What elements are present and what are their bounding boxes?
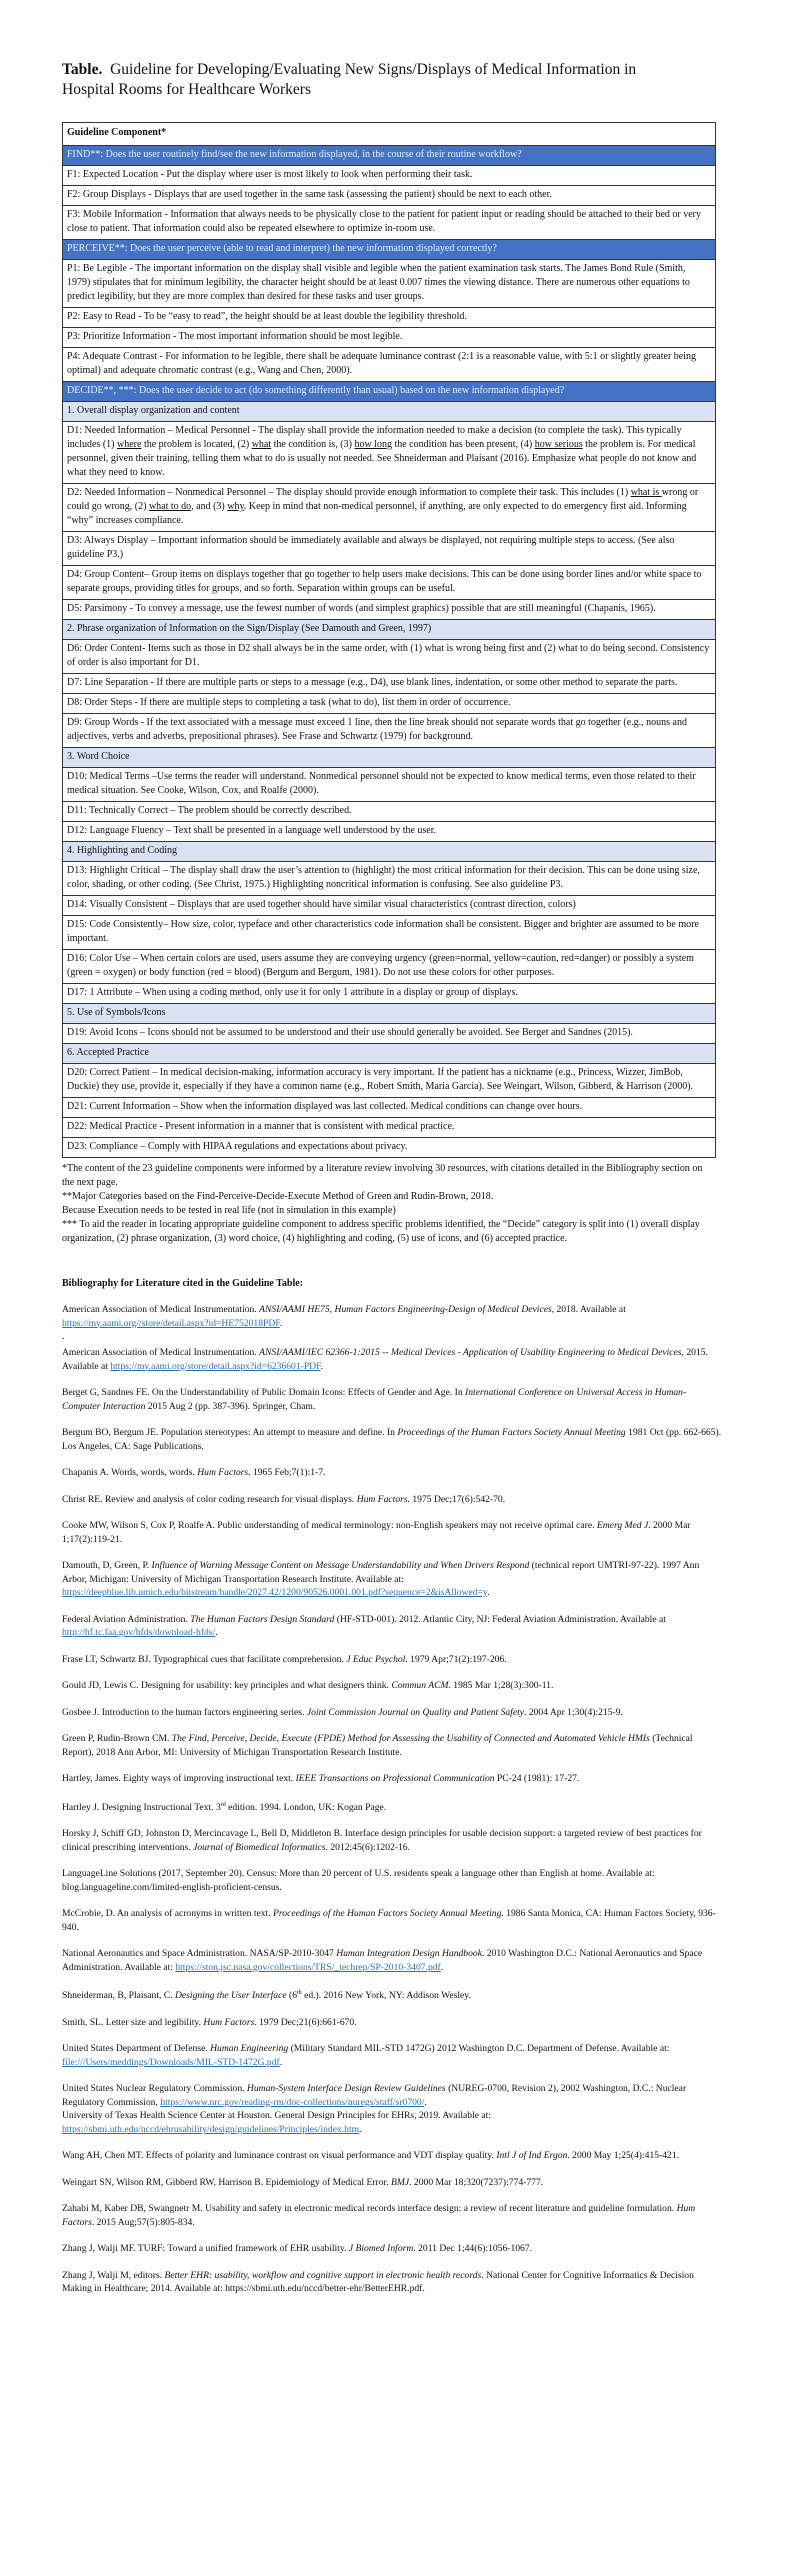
decide-subsection [63,1004,716,1024]
citation-text: LanguageLine Solutions (2017, September 20). Census: More than 20 percent of U.S. residents speak a language other than English at home. Available at: blog.languageline.com/limited-english-proficient-census. [62,1868,655,1893]
bibliography-entry [62,1493,722,1507]
guideline-row [63,422,716,484]
citation-text: United States Nuclear Regulatory Commission. [62,2083,247,2095]
guideline-text: . Keep in mind that non-medical personnel, if anything, are only expected to do emergency first aid. Informing “why” increases compliance. [67,501,687,526]
guideline-row [63,802,716,822]
decide-subsection [63,748,716,768]
citation-text: American Association of Medical Instrumentation. [62,1347,260,1358]
footnote: *** To aid the reader in locating appropriate guideline component to address specific problems identified, the “Decide” category is split into (1) overall display organization, (2) phrase organization, (3) word choice, (4) highlighting and coding, (5) use of icons, and (6) accepted practice. [62,1219,700,1244]
guideline-row [63,186,716,206]
guideline-row-cell [63,674,716,694]
guideline-text: D2: Needed Information – Nonmedical Personnel – The display should provide enough information to complete their task. This includes (1) [67,487,631,498]
guideline-text: D16: Color Use – When certain colors are used, users assume they are conveying urgency (green=normal, yellow=caution, red=danger) or possibly a system (green = oxygen) or body function (red = blood) (Bergum and Bergum, 1981). Do not use these colors for other purposes. [67,953,694,978]
citation-title: Commun ACM [391,1680,449,1691]
citation-text: Federal Aviation Administration. [62,1613,191,1625]
citation-link[interactable]: https://sbmi.uth.edu/nccd/ehrusability/design/guidelines/Principles/index.htm [62,2123,360,2135]
citation-text: . [215,1627,218,1638]
guideline-text: the condition has been present, (4) [391,439,535,450]
bibliography-entry [62,2269,722,2296]
bibliography-entry [62,1466,722,1480]
citation-text: . [279,1317,283,1329]
guideline-text: D1: Needed Information – Medical Personnel - The display shall provide the information needed to make a decision (to complete the task). This typically includes (1) [67,425,682,450]
citation-text: . 2000 Mar 1;17(2):119-21. [62,1520,691,1545]
bibliography-entry [62,2109,722,2136]
citation-title: Journal of Biomedical Informatics [193,1841,326,1853]
bibliography-entry [62,2242,722,2256]
citation-title: ANSI/AAMI HE75, Human Factors Engineering-Design of Medical Devices [259,1304,552,1315]
citation-text: Hartley, James. Eighty ways of improving instructional text. [62,1773,296,1784]
citation-text: Zahabi M, Kaber DB, Swangnetr M. Usability and safety in electronic medical records interface design: a review of recent literature and guideline formulation. [62,2203,677,2215]
guideline-text: D22: Medical Practice - Present information in a manner that is consistent with medical practice. [67,1121,455,1132]
citation-title: BMJ [391,2176,410,2188]
decide-subsection-cell: 2. Phrase organization of Information on the Sign/Display (See Damouth and Green, 1997) [63,620,716,640]
guideline-row-cell [63,532,716,566]
citation-text: PC-24 (1981): 17-27. [494,1773,580,1784]
guideline-row [63,484,716,532]
citation-title: International Conference on Universal Access in Human-Computer Interaction [62,1387,687,1412]
guideline-row-cell: P1: Be Legible - The important information on the display shall visible and legible when the patient examination task starts. The James Bond Rule (Smith, 1979) stipulates that for minimum legibility, the character height should be at least 0.007 times the viewing distance. There are numerous other equations to predict legibility, but they are more complex than desired for these tasks and user groups. [63,260,716,308]
citation-text: (6 [286,1990,298,2002]
guideline-row-cell: P4: Adequate Contrast - For information to be legible, there shall be adequate luminance contrast (2:1 is a reasonable value, with 5:1 or slightly greater being optimal) and adequate chromatic contrast (e.g., Wang and Chen, 2000). [63,348,716,382]
guideline-text: D8: Order Steps - If there are multiple steps to completing a task (what to do), list them in order of occurrence. [67,697,511,708]
citation-text: . 2000 May 1;25(4):415-421. [567,2150,680,2162]
guideline-row [63,984,716,1004]
guideline-row [63,1138,716,1158]
citation-text: (NUREG-0700, Revision 2), 2002 Washington, D.C.: Nuclear Regulatory Commission, [62,2083,687,2108]
bibliography-entry [62,2016,722,2030]
citation-text: Berget G, Sandnes FE. On the Understandability of Public Domain Icons: Effects of Gender and Age. In [62,1387,466,1398]
underlined-term: what to do [148,501,192,512]
citation-text: (Military Standard MIL-STD 1472G) 2012 Washington D.C. Department of Defense. Available at: [288,2043,670,2055]
guideline-text: D15: Code Consistently– How size, color, typeface and other characteristics code information shall be consistent. Bigger and brighter are assumed to be more important. [67,919,699,944]
decide-subsection [63,620,716,640]
citation-title: Designing the User Interface [174,1990,287,2002]
citation-text: . 2000 Mar 18;320(7237):774-777. [409,2176,544,2188]
citation-text: Gould JD, Lewis C. Designing for usability: key principles and what designers think. [62,1680,392,1691]
citation-text: ed.). 2016 New York, NY: Addison Wesley. [301,1990,471,2002]
citation-text: , 2015. Available at [62,1347,708,1372]
decide-subsection-cell: 3. Word Choice [63,748,716,768]
guideline-row-cell [63,1138,716,1158]
guideline-row [63,822,716,842]
citation-text: . [424,2096,427,2108]
guideline-text: D4: Group Content– Group items on displays together that go together to help users make decisions. This can be done using border lines and/or white space to separate groups, providing titles for groups, and so forth. Separation within groups can be useful. [67,569,702,594]
guideline-row [63,896,716,916]
citation-link[interactable]: http://hf.tc.faa.gov/hfds/download-hfds/ [62,1627,216,1638]
bibliography-entry [62,1386,722,1413]
bibliography-entry [62,1867,722,1894]
citation-text: Hartley J. Designing Instructional Text. 3 [62,1801,221,1813]
category-perceive-cell: PERCEIVE**: Does the user perceive (able to read and interpret) the new information displayed correctly? [63,240,716,260]
guideline-text: D6: Order Content- Items such as those in D2 shall always be in the same order, with (1) what is wrong being first and (2) what to do being second. Consistency of order is also important for D1. [67,643,710,668]
table-title-label: Table. [62,61,103,78]
citation-text: Christ RE. Review and analysis of color coding research for visual displays. [62,1493,357,1505]
citation-title: Hum Factors [203,2016,255,2028]
guideline-row-cell: P2: Easy to Read - To be “easy to read”, the height should be at least double the legibility threshold. [63,308,716,328]
citation-text: United States Department of Defense. [62,2043,211,2055]
citation-text: 2015 Aug 2 (pp. 387-396). Springer, Cham. [145,1400,316,1412]
bibliography-entry [62,1303,722,1330]
decide-subsection-cell: 6. Accepted Practice [63,1044,716,1064]
guideline-row-cell: F1: Expected Location - Put the display where user is most likely to look when performing their task. [63,166,716,186]
footnote: **Major Categories based on the Find-Perceive-Decide-Execute Method of Green and Rudin-Brown, 2018. [62,1191,494,1202]
guideline-row [63,1118,716,1138]
bibliography-entry [62,1772,722,1786]
underlined-term: what [251,439,272,450]
guideline-row [63,768,716,802]
guideline-row [63,950,716,984]
citation-text: . 2010 Washington D.C.: National Aeronautics and Space Administration. Available at: [62,1948,703,1973]
bibliography-entry [62,2202,722,2229]
citation-text: . 2011 Dec 1;44(6):1056-1067. [413,2243,533,2255]
citation-text: Shneiderman, B, Plaisant, C. [62,1990,175,2002]
guideline-row [63,166,716,186]
citation-title: Hum Factors. [356,1493,410,1505]
underlined-term: how serious [534,439,583,450]
guideline-text: D3: Always Display – Important information should be immediately available and always be displayed, not requiring multiple steps to access. (See also guideline P3.) [67,535,675,560]
decide-subsection-cell: 5. Use of Symbols/Icons [63,1004,716,1024]
decide-subsection [63,842,716,862]
bibliography-entry [62,1799,722,1815]
superscript: th [297,1990,302,1997]
citation-link[interactable]: file:///Users/meddings/Downloads/MIL-STD-1472G.pdf [62,2056,280,2068]
footnote: Because Execution needs to be tested in real life (not in simulation in this example) [62,1205,396,1216]
citation-title: Intl J of Ind Ergon [496,2150,568,2162]
citation-text: 1975 Dec;17(6):542-70. [409,1493,506,1505]
guideline-row [63,308,716,328]
bibliography-entry [62,1732,722,1759]
citation-text: University of Texas Health Science Center at Houston. General Design Principles for EHRs, 2019. Available at: [62,2110,491,2122]
citation-title: Human-System Interface Design Review Guidelines [246,2083,446,2095]
guideline-row-cell [63,1098,716,1118]
guideline-row-cell [63,600,716,620]
bibliography-entry [62,1346,722,1373]
citation-text: . 1979 Dec;21(6):661-670. [254,2016,357,2028]
guideline-row-cell: F2: Group Displays - Displays that are used together in the same task (assessing the patient) should be next to each other. [63,186,716,206]
citation-text: Damouth, D, Green, P. [62,1560,152,1571]
guideline-text: D21: Current Information – Show when the information displayed was last collected. Medical conditions can change over hours. [67,1101,583,1112]
citation-text: Frase LT, Schwartz BJ. Typographical cues that facilitate comprehension. [62,1653,347,1665]
guideline-row [63,1064,716,1098]
underlined-term: how long [354,439,392,450]
citation-text: . 1979 Apr;71(2):197-206. [405,1653,507,1665]
table-header-cell: Guideline Component* [63,123,716,146]
citation-title: Proceedings of the Human Factors Society Annual Meeting [273,1908,502,1920]
citation-title: Joint Commission Journal on Quality and Patient Safety [306,1706,525,1718]
guideline-text: D5: Parsimony - To convey a message, use the fewest number of words (and simplest graphics) possible that are still meaningful (Chapanis, 1965). [67,603,656,614]
citation-text: . 2004 Apr 1;30(4):215-9. [524,1706,623,1718]
guideline-row-cell [63,694,716,714]
guideline-row [63,694,716,714]
guideline-row [63,600,716,620]
citation-text: Horsky J, Schiff GD, Johnston D, Mercincavage L, Bell D, Middleton B. Interface design principles for usable decision support: a targeted review of best practices for clinical prescribing interventions. [62,1828,702,1853]
decide-subsection-cell: 1. Overall display organization and content [63,402,716,422]
citation-text: . [440,1961,444,1973]
guideline-row-cell [63,862,716,896]
citation-link[interactable]: https://ston.jsc.nasa.gov/collections/TRS/_techrep/SP-2010-3407.pdf [175,1961,441,1973]
citation-text: 1981 Oct (pp. 662-665). Los Angeles, CA: Sage Publications. [62,1427,722,1452]
citation-title: IEEE Transactions on Professional Communication [295,1773,495,1784]
guideline-table [62,122,716,1158]
guideline-row [63,348,716,382]
guideline-row [63,714,716,748]
guideline-row [63,862,716,896]
citation-text: National Aeronautics and Space Administration. NASA/SP-2010-3047 [62,1948,337,1960]
underlined-term: what is [630,487,662,498]
underlined-term: why [227,501,244,512]
table-header-row [63,123,716,146]
citation-text: . 1965 Feb;7(1):1-7. [248,1467,326,1478]
citation-title: The Human Factors Design Standard [190,1613,335,1625]
citation-text: (Technical Report), 2018 Ann Arbor, MI: University of Michigan Transportation Research Institute. [62,1733,693,1758]
bibliography-entry [62,1907,722,1934]
guideline-row-cell [63,422,716,484]
guideline-text: D20: Correct Patient – In medical decision-making, information accuracy is very important. If the patient has a nickname (e.g., Princess, Wizzer, JimBob, Duckie) they use, provide it, especially if they have a common name (e.g., Robert Smith, Maria Garcia). See Weingart, Wilson, Gibberd, & Harrison (2000). [67,1067,694,1092]
guideline-row [63,916,716,950]
guideline-row-cell [63,984,716,1004]
citation-text: . 1986 Santa Monica, CA: Human Factors Society, 936-940. [62,1908,716,1933]
superscript: rd [220,1801,226,1808]
bibliography-heading: Bibliography for Literature cited in the Guideline Table: [62,1278,304,1289]
citation-text: Wang AH, Chen MT. Effects of polarity and luminance contrast on visual performance and VDT display quality. [62,2150,497,2162]
bibliography-entry [62,2042,722,2069]
citation-text: (technical report UMTRI-97-22). 1997 Ann Arbor, Michigan: University of Michigan Transportation Research Institute. Available at: [62,1560,700,1585]
citation-title: J Educ Psychol [346,1653,406,1665]
citation-text: Zhang J, Walji M, editors. [62,2269,165,2281]
citation-text: Smith, SL. Letter size and legibility. [62,2016,204,2028]
bibliography-entry [62,1947,722,1974]
citation-title: The Find, Perceive, Decide, Execute (FPDE) Method for Assessing the Usability of Connected and Automated Vehicle HMIs [171,1733,650,1744]
guideline-row [63,260,716,308]
citation-text: . [320,1360,324,1372]
citation-text: American Association of Medical Instrumentation. [62,1304,260,1315]
citation-title: Emerg Med J [596,1520,649,1531]
guideline-row [63,640,716,674]
citation-title: Influence of Warning Message Content on Message Understandability and When Drivers Respond [151,1560,530,1571]
bibliography-entry [62,1426,722,1453]
guideline-text: D14: Visually Consistent – Displays that are used together should have similar visual characteristics (contrast direction, colors) [67,899,576,910]
guideline-row-cell: F3: Mobile Information - Information that always needs to be physically close to the patient for patient input or reading should be attached to their bed or very close to patient. That information could also be repeated elsewhere to optimize in-room use. [63,206,716,240]
bibliography-entry [62,1706,722,1720]
guideline-row-cell [63,1024,716,1044]
citation-text: . [359,2123,362,2135]
stray-mark: . [62,1331,65,1342]
guideline-row-cell [63,896,716,916]
guideline-row [63,1098,716,1118]
citation-text: . 1985 Mar 1;28(3):300-11. [448,1680,554,1691]
table-title-text: Guideline for Developing/Evaluating New Signs/Displays of Medical Information in Hospital Rooms for Healthcare Workers [62,61,637,98]
citation-text: Gosbee J. Introduction to the human factors engineering series. [62,1706,307,1718]
citation-title: Human Integration Design Handbook [336,1948,482,1960]
category-find-cell: FIND**: Does the user routinely find/see the new information displayed, in the course of their routine workflow? [63,146,716,166]
guideline-text: D7: Line Separation - If there are multiple parts or steps to a message (e.g., D4), use blank lines, indentation, or some other method to separate the parts. [67,677,678,688]
citation-text: . [487,1587,490,1598]
citation-text: Bergum BO, Bergum JE. Population stereotypes: An attempt to measure and define. In [62,1427,398,1438]
citation-text: . 2015 Aug;57(5):805-834. [91,2216,195,2228]
bibliography-entry [62,2082,722,2109]
citation-text: . National Center for Cognitive Informatics & Decision Making in Healthcare; 2014. Available at: https://sbmi.uth.edu/nccd/better-ehr/BetterEHR.pdf. [62,2269,694,2295]
bibliography-entry [62,2149,722,2163]
bibliography-entry [62,1987,722,2003]
bibliography-entry [62,1559,722,1600]
guideline-row-cell [63,484,716,532]
citation-text: (HF-STD-001). 2012. Atlantic City, NJ: Federal Aviation Administration. Available at [334,1613,666,1625]
category-decide-cell: DECIDE**, ***: Does the user decide to act (do something differently than usual) based on the new information displayed? [63,382,716,402]
bibliography-entry [62,1519,722,1546]
guideline-text: D23: Compliance – Comply with HIPAA regulations and expectations about privacy. [67,1141,408,1152]
guideline-text: the condition is, (3) [271,439,355,450]
bibliography-entry [62,2176,722,2190]
citation-title: J Biomed Inform [348,2243,414,2255]
category-find [63,146,716,166]
guideline-text: , and (3) [191,501,228,512]
guideline-text: the problem is located, (2) [141,439,252,450]
guideline-text: D13: Highlight Critical – The display shall draw the user’s attention to (highlight) the most critical information for their decision. This can be done using size, color, shading, or other coding. (See Christ, 1975.) Highlighting noncritical information is confusing. See also guideline P3. [67,865,700,890]
citation-title: Hum Factors [197,1467,249,1478]
citation-text: Cooke MW, Wilson S, Cox P, Roalfe A. Public understanding of medical terminology: non-English speakers may not receive optimal care. [62,1520,597,1531]
citation-title: Hum Factors [62,2203,696,2228]
guideline-row-cell [63,640,716,674]
citation-text: , 2018. Available at [551,1304,626,1315]
citation-title: Human Engineering [210,2043,289,2055]
guideline-row-cell [63,566,716,600]
category-decide [63,382,716,402]
guideline-row-cell [63,950,716,984]
guideline-row [63,328,716,348]
guideline-text: D12: Language Fluency – Text shall be presented in a language well understood by the user. [67,825,437,836]
citation-title: ANSI/AAMI/IEC 62366-1:2015 -- Medical Devices - Application of Usability Engineering to Medical Devices [259,1347,682,1358]
table-title [62,60,682,100]
decide-subsection [63,1044,716,1064]
citation-link[interactable]: https://my.aami.org/store/detail.aspx?id=6236601-PDF [110,1360,321,1372]
citation-text: McCrobie, D. An analysis of acronyms in written text. [62,1908,274,1920]
guideline-text: D11: Technically Correct – The problem should be correctly described. [67,805,352,816]
citation-title: Better EHR: usability, workflow and cognitive support in electronic health records [164,2269,482,2281]
citation-text: edition. 1994. London, UK: Kogan Page. [225,1801,387,1813]
guideline-row-cell [63,802,716,822]
guideline-row-cell [63,714,716,748]
guideline-text: D17: 1 Attribute – When using a coding method, only use it for only 1 attribute in a display or group of displays. [67,987,518,998]
guideline-text: D9: Group Words - If the text associated with a message must exceed 1 line, then the line break should not separate words that go together (e.g., nouns and adjectives, verbs and adverbs, prepositional phrases). See Frase and Schwartz (1979) for background. [67,717,687,742]
guideline-row [63,1024,716,1044]
guideline-row [63,532,716,566]
bibliography-entry [62,1679,722,1693]
citation-text: . [279,2056,283,2068]
citation-title: Proceedings of the Human Factors Society Annual Meeting [397,1427,626,1438]
footnote: *The content of the 23 guideline components were informed by a literature review involving 30 resources, with citations detailed in the Bibliography section on the next page. [62,1163,703,1188]
underlined-term: where [117,439,142,450]
guideline-row [63,674,716,694]
guideline-row [63,206,716,240]
decide-subsection-cell: 4. Highlighting and Coding [63,842,716,862]
guideline-row [63,566,716,600]
citation-text: Chapanis A. Words, words, words. [62,1467,198,1478]
citation-text: Weingart SN, Wilson RM, Gibberd RW, Harrison B. Epidemiology of Medical Error. [62,2176,391,2188]
bibliography-entry [62,1827,722,1854]
citation-text: . 2012;45(6):1202-16. [325,1841,410,1853]
guideline-text: wrong or could go wrong, (2) [67,487,699,512]
guideline-row-cell [63,768,716,802]
citation-text: Zhang J, Walji MF. TURF: Toward a unified framework of EHR usability. [62,2243,349,2255]
bibliography-entry [62,1613,722,1640]
guideline-row-cell [63,822,716,842]
guideline-row-cell [63,1064,716,1098]
category-perceive [63,240,716,260]
guideline-row-cell: P3: Prioritize Information - The most important information should be most legible. [63,328,716,348]
citation-link[interactable]: https://my.aami.org//store/detail.aspx?id=HE752018PDF [62,1317,280,1329]
guideline-row-cell [63,916,716,950]
guideline-text: D10: Medical Terms –Use terms the reader will understand. Nonmedical personnel should not be expected to know medical terms, even those related to their medical situation. See Cooke, Wilson, Cox, and Roalfe (2000). [67,771,696,796]
decide-subsection [63,402,716,422]
document-page [62,60,724,2309]
bibliography-entry [62,1653,722,1667]
guideline-text: the problem is. For medical personnel, given their training, telling them what to do is usually not needed. See Shneiderman and Plaisant (2016). Emphasize what people do not know and what they need to know. [67,439,697,478]
guideline-text: D19: Avoid Icons – Icons should not be assumed to be understood and their use should generally be avoided. See Berget and Sandnes (2015). [67,1027,633,1038]
table-footnotes [62,1162,716,1246]
citation-link[interactable]: https://deepblue.lib.umich.edu/bitstream/handle/2027.42/1200/90526.0001.001.pdf?sequence=2&isAllowed=y [62,1587,488,1598]
bibliography-list [62,1303,722,2296]
citation-text: Green P, Rudin-Brown CM. [62,1733,172,1744]
guideline-row-cell [63,1118,716,1138]
citation-link[interactable]: https://www.nrc.gov/reading-rm/doc-collections/nuregs/staff/sr0700/ [160,2096,425,2108]
